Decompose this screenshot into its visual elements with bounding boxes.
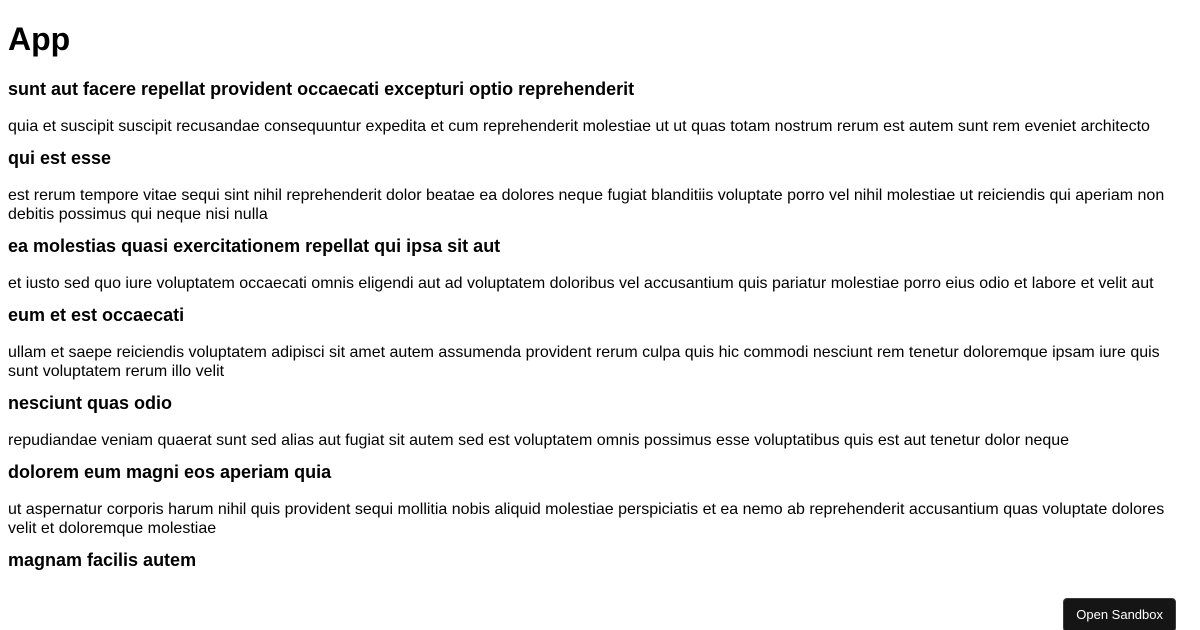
post-item (8, 393, 1192, 450)
post-title: nesciunt quas odio (8, 393, 173, 413)
post-body: ut aspernatur corporis harum nihil quis provident sequi mollitia nobis aliquid molestiae perspiciatis et ea nemo ab reprehenderit accusantium quas voluptate dolores velit et doloremque molestiae (8, 501, 1165, 537)
post-item (8, 462, 1192, 538)
post-title: magnam facilis autem (8, 550, 197, 570)
post-title: sunt aut facere repellat provident occaecati excepturi optio reprehenderit (8, 79, 635, 99)
post-item (8, 305, 1192, 381)
app-page (0, 21, 1200, 571)
post-title: qui est esse (8, 148, 112, 168)
open-sandbox-button[interactable]: Open Sandbox (1063, 598, 1176, 630)
post-body: et iusto sed quo iure voluptatem occaecati omnis eligendi aut ad voluptatem doloribus vel accusantium quis pariatur molestiae porro eius odio et labore et velit aut (8, 275, 1154, 292)
post-title: ea molestias quasi exercitationem repellat qui ipsa sit aut (8, 236, 501, 256)
post-item (8, 79, 1192, 136)
post-body: est rerum tempore vitae sequi sint nihil reprehenderit dolor beatae ea dolores neque fugiat blanditiis voluptate porro vel nihil molestiae ut reiciendis qui aperiam non debitis possimus qui neque nisi nulla (8, 187, 1165, 223)
page-title: App (8, 21, 71, 57)
post-title: eum et est occaecati (8, 305, 185, 325)
post-body: ullam et saepe reiciendis voluptatem adipisci sit amet autem assumenda provident rerum culpa quis hic commodi nesciunt rem tenetur doloremque ipsam iure quis sunt voluptatem rerum illo velit (8, 344, 1160, 380)
post-item (8, 148, 1192, 224)
post-body: quia et suscipit suscipit recusandae consequuntur expedita et cum reprehenderit molestiae ut ut quas totam nostrum rerum est autem sunt rem eveniet architecto (8, 118, 1150, 135)
post-item (8, 550, 1192, 571)
post-item (8, 236, 1192, 293)
post-body: repudiandae veniam quaerat sunt sed alias aut fugiat sit autem sed est voluptatem omnis possimus esse voluptatibus quis est aut tenetur dolor neque (8, 432, 1070, 449)
post-title: dolorem eum magni eos aperiam quia (8, 462, 332, 482)
